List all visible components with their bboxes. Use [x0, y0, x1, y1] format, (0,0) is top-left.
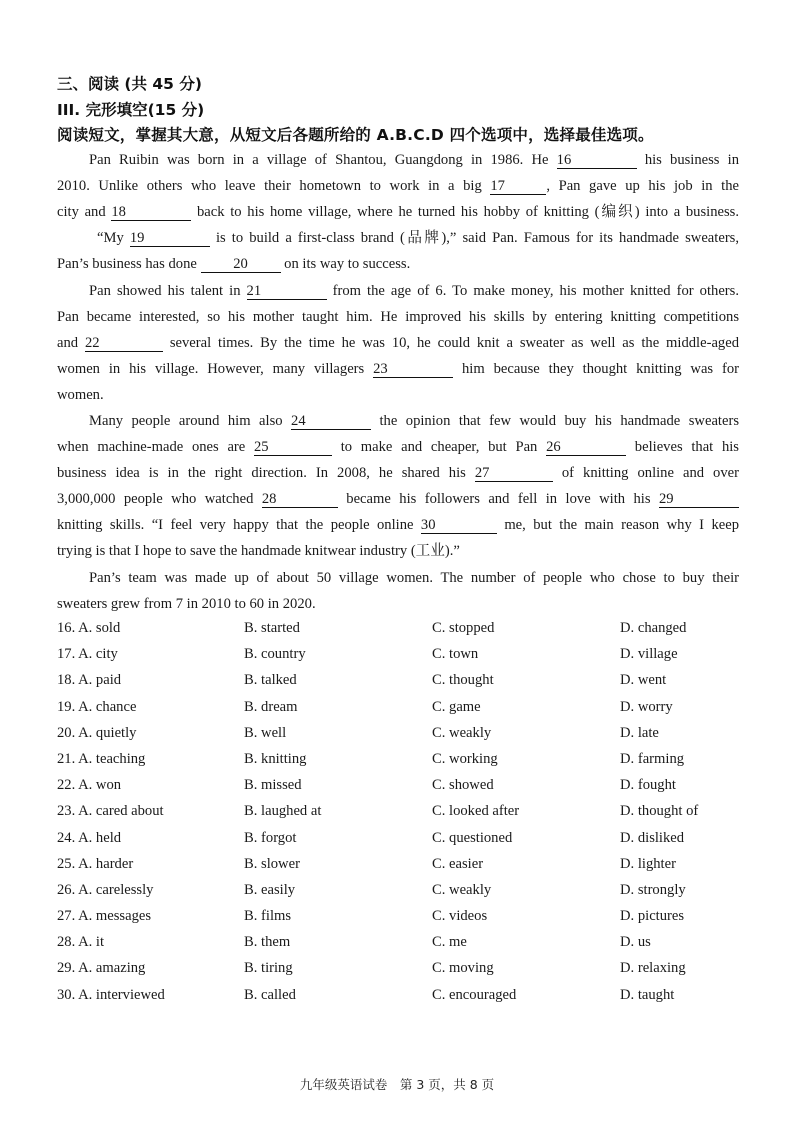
- passage-line: “My 19 is to build a first-class brand (品牌),” said Pan. Famous for its handmade sweaters,: [97, 230, 740, 246]
- option-b[interactable]: B. talked: [244, 672, 297, 689]
- option-b[interactable]: B. country: [244, 646, 306, 663]
- question-options-19: [57, 699, 757, 725]
- blank-24[interactable]: 24: [291, 413, 371, 430]
- instruction: 阅读短文，掌握其大意，从短文后各题所给的 A.B.C.D 四个选项中，选择最佳选项。: [57, 126, 654, 144]
- option-a[interactable]: 30. A. interviewed: [57, 986, 165, 1003]
- option-a[interactable]: 16. A. sold: [57, 620, 121, 636]
- blank-27[interactable]: 27: [475, 465, 553, 482]
- blank-21[interactable]: 21: [247, 283, 327, 300]
- option-c[interactable]: C. me: [432, 934, 467, 951]
- option-a[interactable]: 27. A. messages: [57, 908, 152, 925]
- passage-line: Many people around him also 24 the opinion that few would buy his handmade sweaters: [89, 413, 739, 429]
- blank-30[interactable]: 30: [421, 517, 497, 534]
- option-d[interactable]: D. went: [620, 672, 667, 689]
- option-c[interactable]: C. working: [432, 750, 498, 767]
- question-options-29: [57, 960, 757, 986]
- passage-line: business idea is in the right direction. In 2008, he shared his 27 of knitting online and over: [57, 465, 739, 481]
- question-options-24: [57, 830, 757, 856]
- option-d[interactable]: D. fought: [620, 777, 676, 794]
- passage-line: Pan Ruibin was born in a village of Shantou, Guangdong in 1986. He 16 his business in: [89, 152, 740, 168]
- question-options-16: [57, 620, 757, 646]
- option-c[interactable]: C. showed: [432, 777, 494, 794]
- question-options-25: [57, 856, 757, 882]
- passage-line: women.: [57, 387, 104, 403]
- passage-line: Pan showed his talent in 21 from the age of 6. To make money, his mother knitted for others.: [89, 283, 739, 299]
- option-d[interactable]: D. strongly: [620, 881, 686, 898]
- option-d[interactable]: D. late: [620, 724, 659, 741]
- options-list: [57, 620, 757, 1013]
- option-b[interactable]: B. dream: [244, 698, 298, 715]
- option-b[interactable]: B. called: [244, 986, 296, 1003]
- question-options-30: [57, 987, 757, 1013]
- question-options-17: [57, 646, 757, 672]
- option-d[interactable]: D. us: [620, 934, 651, 951]
- question-options-23: [57, 803, 757, 829]
- blank-16[interactable]: 16: [557, 152, 637, 169]
- question-options-28: [57, 934, 757, 960]
- blank-29[interactable]: 29: [659, 491, 739, 508]
- passage-line: Pan became interested, so his mother taught him. He improved his skills by entering knitting competitions: [57, 309, 739, 325]
- option-b[interactable]: B. easily: [244, 881, 296, 898]
- option-d[interactable]: D. changed: [620, 620, 687, 636]
- question-options-27: [57, 908, 757, 934]
- option-c[interactable]: C. weakly: [432, 881, 492, 898]
- blank-28[interactable]: 28: [262, 491, 338, 508]
- option-a[interactable]: 28. A. it: [57, 934, 105, 951]
- passage-line: city and 18 back to his home village, where he turned his hobby of knitting (编织) into a business.: [57, 204, 739, 220]
- option-c[interactable]: C. thought: [432, 672, 494, 689]
- passage-line: Pan’s business has done 20 on its way to success.: [57, 256, 411, 272]
- option-b[interactable]: B. them: [244, 934, 291, 951]
- option-a[interactable]: 18. A. paid: [57, 672, 122, 689]
- passage-line: Pan’s team was made up of about 50 village women. The number of people who chose to buy their: [89, 570, 739, 586]
- option-d[interactable]: D. thought of: [620, 803, 699, 820]
- option-d[interactable]: D. lighter: [620, 855, 676, 872]
- option-a[interactable]: 22. A. won: [57, 777, 122, 794]
- passage-line: when machine-made ones are 25 to make and cheaper, but Pan 26 believes that his: [57, 439, 739, 455]
- option-b[interactable]: B. forgot: [244, 829, 297, 846]
- option-a[interactable]: 24. A. held: [57, 829, 122, 846]
- option-d[interactable]: D. worry: [620, 698, 673, 715]
- section-title: 三、阅读 (共 45 分): [57, 75, 202, 93]
- blank-19[interactable]: 19: [130, 230, 210, 247]
- option-a[interactable]: 20. A. quietly: [57, 724, 137, 741]
- option-c[interactable]: C. moving: [432, 960, 494, 977]
- option-a[interactable]: 23. A. cared about: [57, 803, 164, 820]
- option-a[interactable]: 19. A. chance: [57, 698, 137, 715]
- option-b[interactable]: B. missed: [244, 777, 302, 794]
- passage-line: women in his village. However, many villagers 23 him because they thought knitting was for: [57, 361, 740, 377]
- passage-line: and 22 several times. By the time he was 10, he could knit a sweater as well as the middle-aged: [57, 335, 739, 351]
- option-c[interactable]: C. weakly: [432, 724, 492, 741]
- question-options-21: [57, 751, 757, 777]
- option-b[interactable]: B. knitting: [244, 750, 307, 767]
- option-b[interactable]: B. well: [244, 724, 287, 741]
- option-d[interactable]: D. farming: [620, 750, 685, 767]
- passage-line: 3,000,000 people who watched 28 became his followers and fell in love with his 29: [57, 489, 739, 509]
- question-options-26: [57, 882, 757, 908]
- blank-20[interactable]: 20: [201, 256, 281, 273]
- option-c[interactable]: C. encouraged: [432, 986, 517, 1003]
- option-d[interactable]: D. village: [620, 646, 678, 663]
- option-c[interactable]: C. questioned: [432, 829, 513, 846]
- part-title: III. 完形填空(15 分): [57, 101, 205, 119]
- option-a[interactable]: 25. A. harder: [57, 855, 134, 872]
- option-b[interactable]: B. tiring: [244, 960, 293, 977]
- question-options-18: [57, 672, 757, 698]
- option-b[interactable]: B. laughed at: [244, 803, 322, 820]
- option-c[interactable]: C. stopped: [432, 620, 495, 636]
- option-a[interactable]: 17. A. city: [57, 646, 118, 663]
- blank-26[interactable]: 26: [546, 439, 626, 456]
- option-a[interactable]: 29. A. amazing: [57, 960, 146, 977]
- option-c[interactable]: C. town: [432, 646, 479, 663]
- blank-18[interactable]: 18: [111, 204, 191, 221]
- option-d[interactable]: D. relaxing: [620, 960, 686, 977]
- blank-23[interactable]: 23: [373, 361, 453, 378]
- option-c[interactable]: C. looked after: [432, 803, 520, 820]
- passage-line: 2010. Unlike others who leave their hometown to work in a big 17 , Pan gave up his job in the: [57, 178, 739, 194]
- question-options-20: [57, 725, 757, 751]
- page-footer: 九年级英语试卷 第 3 页，共 8 页: [299, 1077, 495, 1092]
- option-d[interactable]: D. disliked: [620, 829, 685, 846]
- option-c[interactable]: C. game: [432, 698, 481, 715]
- option-b[interactable]: B. slower: [244, 855, 300, 872]
- blank-25[interactable]: 25: [254, 439, 332, 456]
- option-b[interactable]: B. films: [244, 908, 292, 925]
- option-d[interactable]: D. pictures: [620, 908, 685, 925]
- option-d[interactable]: D. taught: [620, 986, 675, 1003]
- option-a[interactable]: 26. A. carelessly: [57, 881, 154, 898]
- passage-line: knitting skills. “I feel very happy that the people online 30 me, but the main reason why I keep: [57, 517, 739, 533]
- passage-line: trying is that I hope to save the handmade knitwear industry (工业).”: [57, 543, 460, 559]
- passage-line: sweaters grew from 7 in 2010 to 60 in 2020.: [57, 596, 316, 612]
- question-options-22: [57, 777, 757, 803]
- option-b[interactable]: B. started: [244, 620, 300, 636]
- option-c[interactable]: C. videos: [432, 908, 488, 925]
- blank-17[interactable]: 17: [490, 178, 546, 195]
- option-c[interactable]: C. easier: [432, 855, 484, 872]
- blank-22[interactable]: 22: [85, 335, 163, 352]
- option-a[interactable]: 21. A. teaching: [57, 750, 146, 767]
